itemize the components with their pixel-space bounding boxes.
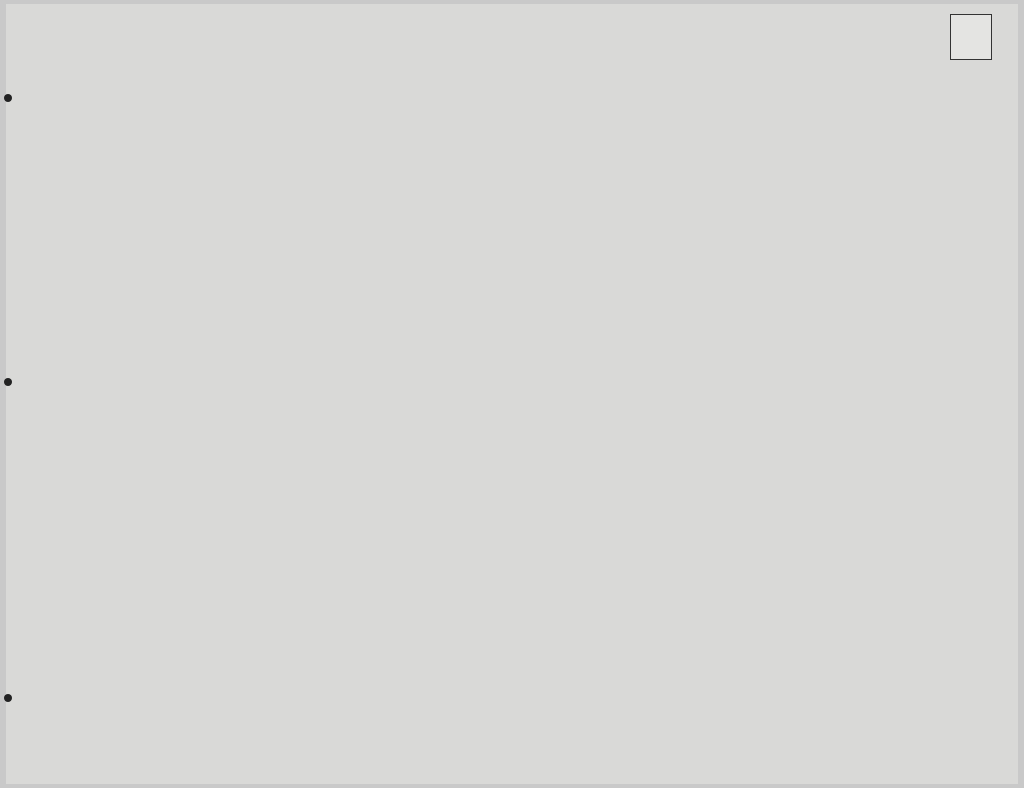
binder-hole	[4, 378, 12, 386]
table-grid	[6, 4, 1018, 784]
binder-hole	[4, 94, 12, 102]
census-sheet	[6, 4, 1018, 784]
binder-hole	[4, 694, 12, 702]
